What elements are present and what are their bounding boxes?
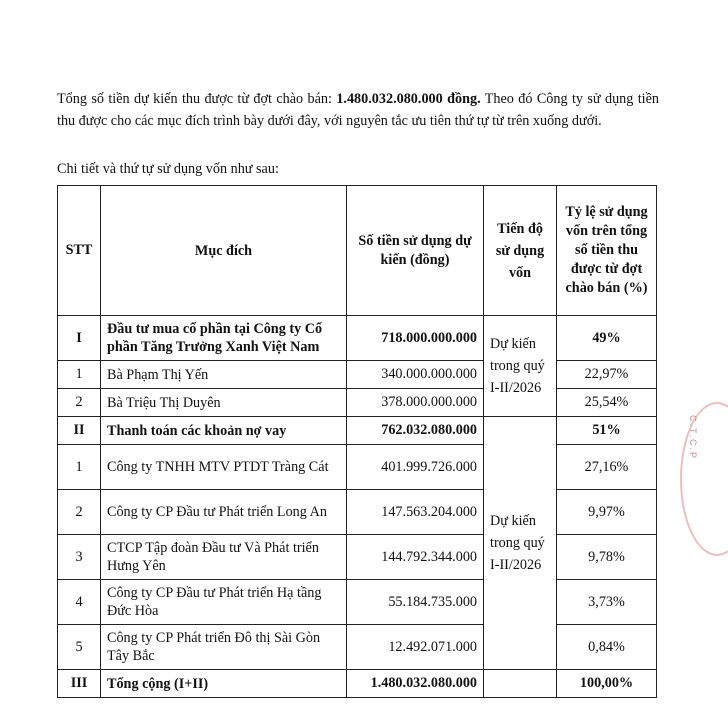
schedule-group-2: Dự kiến trong quý I-II/2026 <box>484 417 557 670</box>
row-schedule-empty <box>484 670 557 698</box>
row-purpose: Đầu tư mua cổ phần tại Công ty Cổ phần Tăng Trưởng Xanh Việt Nam <box>101 316 347 361</box>
row-ratio: 49% <box>557 316 657 361</box>
row-purpose: Công ty CP Đầu tư Phát triển Hạ tầng Đức Hòa <box>101 580 347 625</box>
capital-usage-table <box>57 185 657 698</box>
row-ratio: 0,84% <box>557 625 657 670</box>
table-row <box>58 490 657 535</box>
row-amount: 1.480.032.080.000 <box>347 670 484 698</box>
row-stt: III <box>58 670 101 698</box>
row-amount: 340.000.000.000 <box>347 361 484 389</box>
schedule-group-1: Dự kiến trong quý I-II/2026 <box>484 316 557 417</box>
table-row <box>58 445 657 490</box>
row-purpose: Công ty TNHH MTV PTDT Tràng Cát <box>101 445 347 490</box>
row-ratio: 51% <box>557 417 657 445</box>
row-purpose: Công ty CP Đầu tư Phát triển Long An <box>101 490 347 535</box>
table-row <box>58 580 657 625</box>
row-stt: 5 <box>58 625 101 670</box>
row-ratio: 27,16% <box>557 445 657 490</box>
header-ratio: Tỷ lệ sử dụng vốn trên tổng số tiền thu được từ đợt chào bán (%) <box>557 186 657 316</box>
intro-prefix: Tổng số tiền dự kiến thu được từ đợt chào bán: <box>57 91 337 107</box>
row-stt: II <box>58 417 101 445</box>
row-ratio: 25,54% <box>557 389 657 417</box>
row-stt: I <box>58 316 101 361</box>
company-seal-text: C.T.C.P <box>688 415 698 461</box>
header-purpose: Mục đích <box>101 186 347 316</box>
row-purpose: Bà Phạm Thị Yến <box>101 361 347 389</box>
row-ratio: 22,97% <box>557 361 657 389</box>
row-ratio: 100,00% <box>557 670 657 698</box>
row-amount: 718.000.000.000 <box>347 316 484 361</box>
row-amount: 12.492.071.000 <box>347 625 484 670</box>
row-stt: 4 <box>58 580 101 625</box>
row-stt: 3 <box>58 535 101 580</box>
row-ratio: 9,97% <box>557 490 657 535</box>
header-amount: Số tiền sử dụng dự kiến (đồng) <box>347 186 484 316</box>
detail-heading: Chi tiết và thứ tự sử dụng vốn như sau: <box>57 161 279 177</box>
table-row <box>58 417 657 445</box>
row-purpose: Tổng cộng (I+II) <box>101 670 347 698</box>
intro-suffix: Theo đó Công ty sử dụng tiền thu được cho các mục đích trình bày dưới đây, với nguyên tắc ưu tiên thứ tự từ trên xuống dưới. <box>57 91 660 129</box>
row-stt: 2 <box>58 490 101 535</box>
table-row <box>58 389 657 417</box>
intro-paragraph <box>57 88 659 132</box>
row-ratio: 3,73% <box>557 580 657 625</box>
table-row <box>58 535 657 580</box>
intro-amount: 1.480.032.080.000 đồng. <box>336 91 481 107</box>
table-row <box>58 625 657 670</box>
row-purpose: CTCP Tập đoàn Đầu tư Và Phát triển Hưng Yên <box>101 535 347 580</box>
row-amount: 55.184.735.000 <box>347 580 484 625</box>
row-amount: 762.032.080.000 <box>347 417 484 445</box>
table-row <box>58 316 657 361</box>
row-purpose: Thanh toán các khoản nợ vay <box>101 417 347 445</box>
row-purpose: Công ty CP Phát triển Đô thị Sài Gòn Tây Bắc <box>101 625 347 670</box>
row-amount: 147.563.204.000 <box>347 490 484 535</box>
row-ratio: 9,78% <box>557 535 657 580</box>
table-total-row <box>58 670 657 698</box>
header-schedule: Tiến độ sử dụng vốn <box>484 186 557 316</box>
row-purpose: Bà Triệu Thị Duyên <box>101 389 347 417</box>
header-stt: STT <box>58 186 101 316</box>
table-header-row <box>58 186 657 316</box>
row-stt: 1 <box>58 361 101 389</box>
row-stt: 1 <box>58 445 101 490</box>
row-amount: 378.000.000.000 <box>347 389 484 417</box>
row-amount: 144.792.344.000 <box>347 535 484 580</box>
table-row <box>58 361 657 389</box>
row-stt: 2 <box>58 389 101 417</box>
row-amount: 401.999.726.000 <box>347 445 484 490</box>
